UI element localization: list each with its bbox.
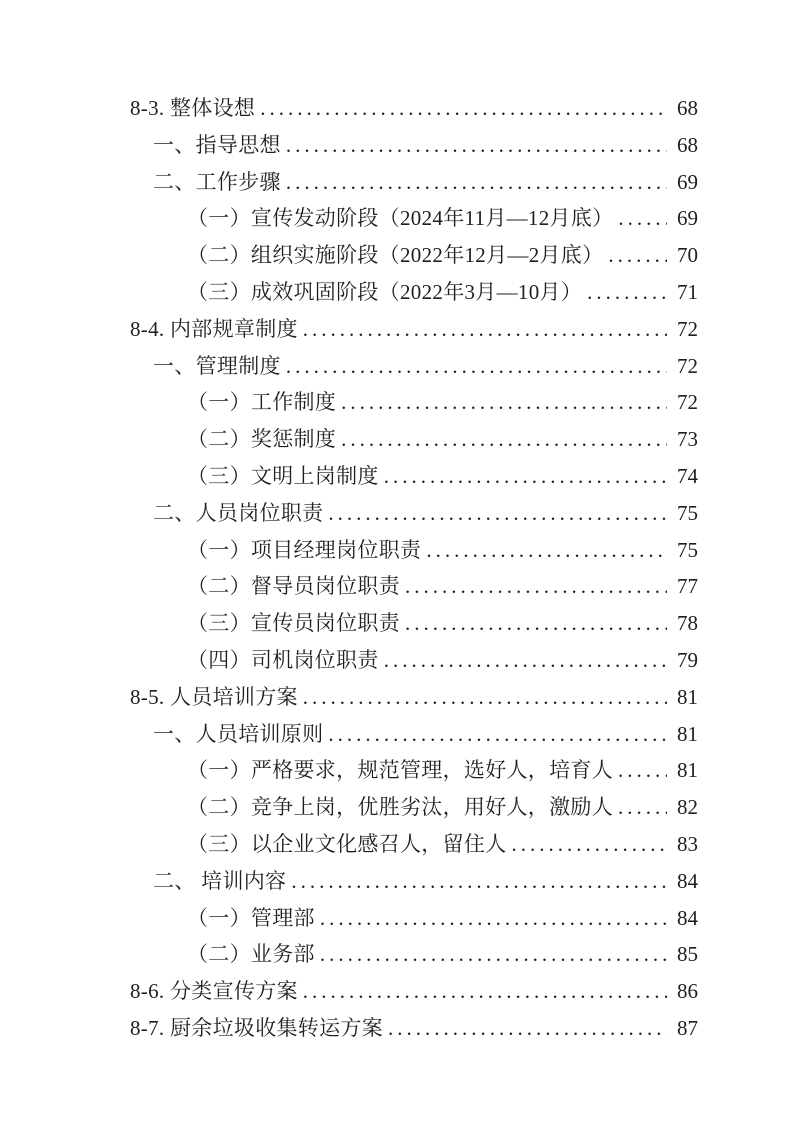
- toc-entry-page: 81: [677, 721, 698, 746]
- toc-entry-label: 8-5. 人员培训方案: [130, 684, 298, 709]
- dot-leader: [300, 679, 667, 716]
- toc-entry-label: 8-4. 内部规章制度: [130, 316, 298, 341]
- toc-entry[interactable]: [130, 973, 698, 1010]
- toc-entry[interactable]: [130, 752, 698, 789]
- toc-entry-page: 81: [677, 684, 698, 709]
- toc-entry[interactable]: [130, 679, 698, 716]
- toc-entry[interactable]: [130, 532, 698, 569]
- toc-entry-label: 二、 培训内容: [153, 868, 287, 893]
- toc-entry-page: 84: [677, 868, 698, 893]
- toc-entry-label: （一）项目经理岗位职责: [187, 537, 422, 562]
- toc-entry-page: 84: [677, 905, 698, 930]
- dot-leader: [283, 164, 667, 201]
- toc-entry[interactable]: [130, 421, 698, 458]
- toc-entry[interactable]: [130, 274, 698, 311]
- toc-entry-page: 72: [677, 390, 698, 415]
- dot-leader: [317, 900, 667, 937]
- toc-entry-label: （一）管理部: [187, 905, 315, 930]
- toc-entry-label: 二、人员岗位职责: [153, 500, 324, 525]
- toc-entry-label: （二）竞争上岗，优胜劣汰，用好人，激励人: [187, 795, 613, 820]
- toc-entry-label: （三）宣传员岗位职责: [187, 611, 400, 636]
- dot-leader: [615, 789, 667, 826]
- toc-entry[interactable]: [130, 568, 698, 605]
- toc-entry[interactable]: [130, 826, 698, 863]
- toc-entry-label: 8-6. 分类宣传方案: [130, 979, 298, 1004]
- toc-entry-page: 72: [677, 353, 698, 378]
- toc-entry-page: 71: [677, 279, 698, 304]
- toc-entry[interactable]: [130, 311, 698, 348]
- toc-entry-page: 83: [677, 831, 698, 856]
- toc-entry-label: 8-7. 厨余垃圾收集转运方案: [130, 1015, 383, 1040]
- dot-leader: [325, 716, 667, 753]
- toc-entry[interactable]: [130, 642, 698, 679]
- dot-leader: [584, 274, 667, 311]
- dot-leader: [300, 973, 667, 1010]
- toc-entry-label: （二）督导员岗位职责: [187, 574, 400, 599]
- dot-leader: [402, 568, 667, 605]
- toc-entry-page: 75: [677, 537, 698, 562]
- toc-entry-label: （二）组织实施阶段（2022年12月—2月底）: [187, 243, 604, 268]
- toc-entry[interactable]: [130, 605, 698, 642]
- toc-entry-label: （一）宣传发动阶段（2024年11月—12月底）: [187, 206, 614, 231]
- dot-leader: [605, 237, 667, 274]
- toc-entry-page: 72: [677, 316, 698, 341]
- toc-entry-label: （一）严格要求，规范管理，选好人，培育人: [187, 758, 613, 783]
- toc-entry[interactable]: [130, 716, 698, 753]
- dot-leader: [381, 642, 667, 679]
- toc-entry-page: 81: [677, 758, 698, 783]
- toc-entry-page: 75: [677, 500, 698, 525]
- toc-entry-page: 68: [677, 132, 698, 157]
- toc-entry[interactable]: [130, 237, 698, 274]
- toc-list: [130, 90, 698, 1047]
- toc-entry-label: 一、人员培训原则: [153, 721, 324, 746]
- dot-leader: [300, 311, 667, 348]
- dot-leader: [283, 348, 667, 385]
- toc-entry-page: 87: [677, 1015, 698, 1040]
- toc-entry-page: 70: [677, 243, 698, 268]
- dot-leader: [257, 90, 667, 127]
- toc-entry[interactable]: [130, 90, 698, 127]
- dot-leader: [615, 752, 667, 789]
- toc-entry-page: 68: [677, 96, 698, 120]
- toc-entry-label: 二、工作步骤: [153, 169, 281, 194]
- toc-entry-page: 86: [677, 979, 698, 1004]
- toc-entry-label: （三）文明上岗制度: [187, 463, 379, 488]
- toc-entry-label: 一、指导思想: [153, 132, 281, 157]
- dot-leader: [288, 863, 667, 900]
- toc-entry-label: （二）业务部: [187, 942, 315, 967]
- dot-leader: [615, 200, 667, 237]
- dot-leader: [385, 1010, 667, 1047]
- toc-entry-label: 一、管理制度: [153, 353, 281, 378]
- toc-entry-page: 74: [677, 463, 698, 488]
- toc-entry-page: 69: [677, 169, 698, 194]
- toc-entry[interactable]: [130, 348, 698, 385]
- dot-leader: [338, 384, 667, 421]
- dot-leader: [338, 421, 667, 458]
- dot-leader: [423, 532, 667, 569]
- toc-entry-page: 73: [677, 427, 698, 452]
- toc-entry[interactable]: [130, 384, 698, 421]
- toc-entry[interactable]: [130, 200, 698, 237]
- toc-entry[interactable]: [130, 900, 698, 937]
- toc-entry[interactable]: [130, 164, 698, 201]
- toc-entry-page: 69: [677, 206, 698, 231]
- toc-entry-page: 85: [677, 942, 698, 967]
- toc-entry[interactable]: [130, 863, 698, 900]
- dot-leader: [325, 495, 667, 532]
- dot-leader: [509, 826, 668, 863]
- toc-entry[interactable]: [130, 1010, 698, 1047]
- toc-entry-label: （三）成效巩固阶段（2022年3月—10月）: [187, 279, 583, 304]
- toc-entry[interactable]: [130, 127, 698, 164]
- toc-entry[interactable]: [130, 495, 698, 532]
- toc-entry-page: 82: [677, 795, 698, 820]
- dot-leader: [283, 127, 667, 164]
- toc-entry[interactable]: [130, 936, 698, 973]
- toc-entry-label: （一）工作制度: [187, 390, 337, 415]
- dot-leader: [402, 605, 667, 642]
- toc-entry-label: （二）奖惩制度: [187, 427, 337, 452]
- dot-leader: [317, 936, 667, 973]
- toc-entry-label: （三）以企业文化感召人，留住人: [187, 831, 507, 856]
- toc-entry[interactable]: [130, 458, 698, 495]
- toc-entry-label: （四）司机岗位职责: [187, 647, 379, 672]
- toc-entry-label: 8-3. 整体设想: [130, 96, 256, 120]
- toc-entry[interactable]: [130, 789, 698, 826]
- dot-leader: [381, 458, 667, 495]
- toc-entry-page: 79: [677, 647, 698, 672]
- toc-entry-page: 77: [677, 574, 698, 599]
- toc-entry-page: 78: [677, 611, 698, 636]
